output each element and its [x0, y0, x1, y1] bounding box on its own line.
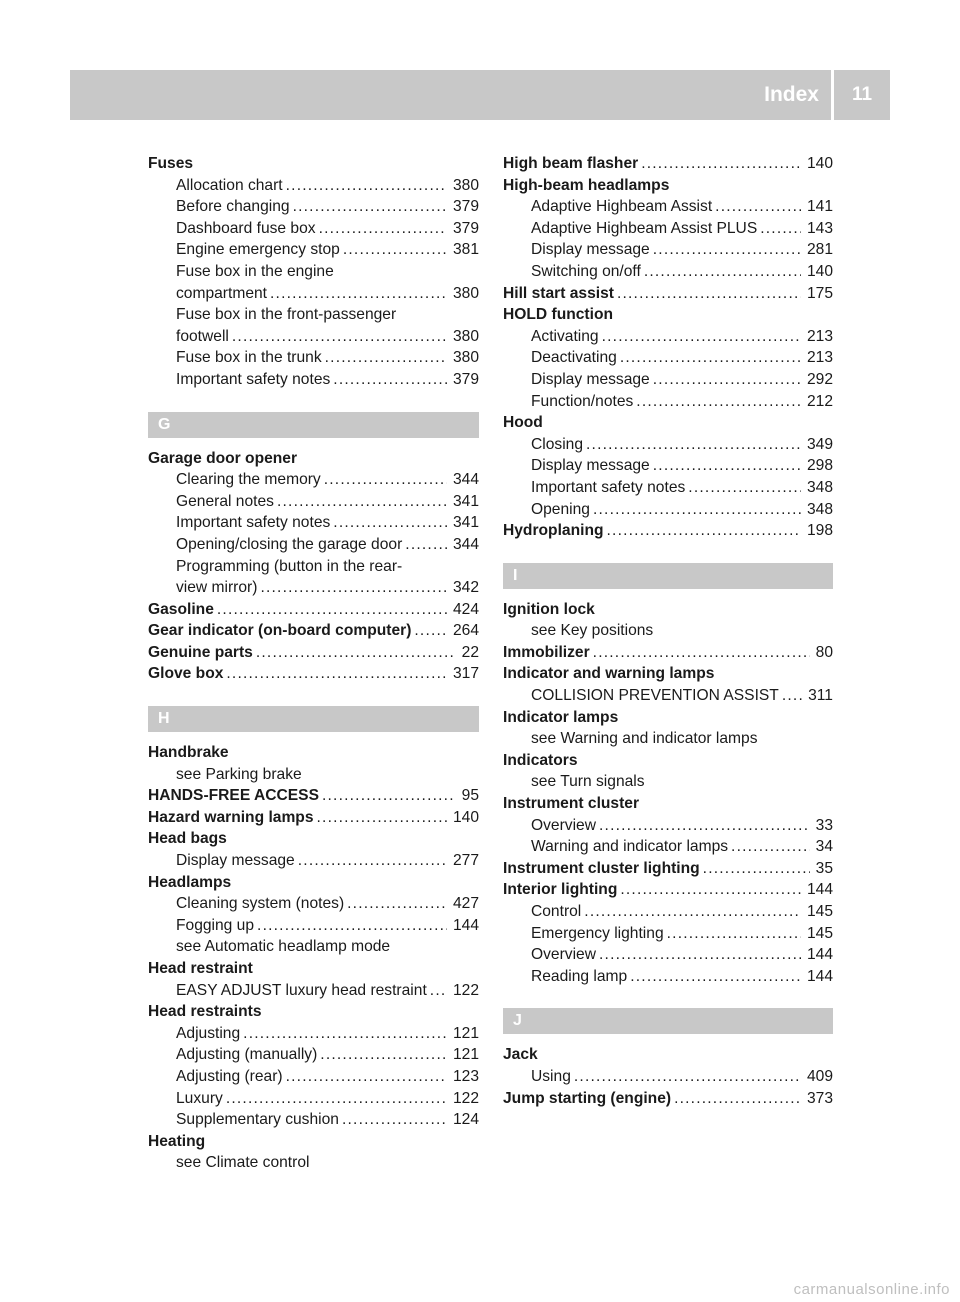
index-entry-handbrake: Handbrake [148, 744, 229, 762]
index-entry-garage-door-opener: Garage door opener [148, 449, 298, 467]
index-see-reference: see Turn signals [531, 773, 645, 791]
index-subentry: Important safety notes ..... 379 [148, 369, 479, 391]
index-see-reference: see Warning and indicator lamps [531, 730, 758, 748]
page-ref: 344 [452, 471, 479, 489]
index-subentry: Display message ..... 281 [503, 239, 833, 261]
section-title: Index [764, 83, 819, 106]
page-ref: 123 [452, 1067, 479, 1085]
index-subentry: Warning and indicator lamps ..... 34 [503, 836, 833, 858]
index-subentry: Fogging up ..... 144 [148, 915, 479, 937]
index-subentry: Fuse box in the trunk ..... 380 [148, 347, 479, 369]
index-subentry: Luxury ..... 122 [148, 1088, 479, 1110]
page-ref: 380 [452, 349, 479, 367]
index-subentry: Overview ..... 144 [503, 944, 833, 966]
index-entry-interior-lighting: Interior lighting ..... 144 [503, 879, 833, 901]
index-subentry: Opening/closing the garage door ..... 344 [148, 534, 479, 556]
page-ref: 427 [452, 895, 479, 913]
index-subentry: Activating ..... 213 [503, 326, 833, 348]
index-entry-heating: Heating [148, 1132, 206, 1150]
index-subentry: Display message ..... 292 [503, 369, 833, 391]
index-entry-headlamps: Headlamps [148, 873, 232, 891]
index-entry-hands-free-access: HANDS-FREE ACCESS ..... 95 [148, 785, 479, 807]
index-entry-genuine-parts: Genuine parts ..... 22 [148, 642, 479, 664]
page-ref: 213 [806, 327, 833, 345]
index-entry-instrument-cluster-lighting: Instrument cluster lighting ..... 35 [503, 858, 833, 880]
index-subentry-line: Fuse box in the engine [176, 262, 334, 280]
index-subentry: Adaptive Highbeam Assist PLUS ..... 143 [503, 218, 833, 240]
index-entry-gear-indicator: Gear indicator (on-board computer) ..... 264 [148, 620, 479, 642]
index-subentry: Supplementary cushion ..... 124 [148, 1109, 479, 1131]
index-entry-ignition-lock: Ignition lock [503, 600, 595, 618]
index-subentry: Dashboard fuse box ..... 379 [148, 218, 479, 240]
index-entry-head-restraint: Head restraint [148, 960, 253, 977]
page-ref: 213 [806, 349, 833, 367]
page-ref: 424 [452, 600, 479, 618]
page-ref: 212 [806, 392, 833, 410]
index-entry-indicators: Indicators [503, 751, 578, 769]
page-ref: 80 [815, 643, 833, 661]
letter-heading-h: H [148, 706, 479, 732]
page-ref: 121 [452, 1046, 479, 1064]
page-header [70, 70, 890, 120]
page-ref: 341 [452, 492, 479, 510]
page-ref: 175 [806, 284, 833, 302]
index-entry-glove-box: Glove box ..... 317 [148, 663, 479, 685]
page-ref: 33 [815, 816, 833, 834]
page-ref: 349 [806, 435, 833, 453]
page-ref: 144 [806, 946, 833, 964]
index-column-right [503, 153, 833, 1109]
page-ref: 373 [806, 1089, 833, 1107]
page-ref: 144 [806, 881, 833, 899]
index-entry-instrument-cluster: Instrument cluster [503, 795, 640, 813]
watermark: carmanualsonline.info [793, 1281, 950, 1298]
index-entry-hazard-warning-lamps: Hazard warning lamps ..... 140 [148, 807, 479, 829]
page-ref: 140 [806, 155, 833, 172]
page-ref: 141 [806, 198, 833, 216]
index-subentry: Adjusting (manually) ..... 121 [148, 1044, 479, 1066]
page-ref: 317 [452, 665, 479, 683]
page-ref: 379 [452, 219, 479, 237]
index-subentry: view mirror) ..... 342 [148, 577, 479, 599]
index-entry-head-bags: Head bags [148, 830, 227, 848]
index-subentry: Display message ..... 277 [148, 850, 479, 872]
index-entry-hydroplaning: Hydroplaning ..... 198 [503, 520, 833, 542]
index-subentry: Reading lamp ..... 144 [503, 966, 833, 988]
page-ref: 298 [806, 457, 833, 475]
page-ref: 122 [452, 981, 479, 999]
index-subentry: Switching on/off ..... 140 [503, 261, 833, 283]
page-ref: 145 [806, 924, 833, 942]
page-ref: 95 [461, 787, 479, 805]
page-ref: 348 [806, 500, 833, 518]
index-subentry: Deactivating ..... 213 [503, 347, 833, 369]
page-ref: 124 [452, 1111, 479, 1129]
page-ref: 380 [452, 284, 479, 302]
index-subentry: Clearing the memory ..... 344 [148, 469, 479, 491]
page-ref: 379 [452, 370, 479, 388]
page-ref: 342 [452, 579, 479, 597]
index-entry-hill-start-assist: Hill start assist ..... 175 [503, 283, 833, 305]
page-ref: 198 [806, 522, 833, 540]
index-see-reference: see Key positions [531, 622, 654, 640]
index-subentry: Adjusting ..... 121 [148, 1023, 479, 1045]
index-subentry: Opening ..... 348 [503, 499, 833, 521]
page-ref: 380 [452, 176, 479, 194]
index-subentry: Overview ..... 33 [503, 815, 833, 837]
page-ref: 379 [452, 198, 479, 216]
index-entry-indicator-lamps: Indicator lamps [503, 708, 619, 726]
page-ref: 145 [806, 903, 833, 920]
page-ref: 348 [806, 478, 833, 496]
page-ref: 122 [452, 1089, 479, 1107]
index-subentry: compartment ..... 380 [148, 283, 479, 305]
page-ref: 277 [452, 852, 479, 870]
index-entry-high-beam-flasher: High beam flasher ..... 140 [503, 153, 833, 175]
page-ref: 35 [815, 859, 833, 877]
index-subentry-line: Programming (button in the rear- [176, 557, 403, 575]
index-subentry-line: Fuse box in the front-passenger [176, 306, 397, 324]
page-ref: 409 [806, 1067, 833, 1085]
index-subentry: Cleaning system (notes) ..... 427 [148, 893, 479, 915]
index-entry-high-beam-headlamps: High-beam headlamps [503, 176, 670, 194]
index-see-reference: see Automatic headlamp mode [176, 938, 391, 956]
page-ref: 344 [452, 535, 479, 553]
page-ref: 144 [806, 967, 833, 985]
page-ref: 121 [452, 1024, 479, 1042]
index-subentry: Closing ..... 349 [503, 434, 833, 456]
index-entry-indicator-and-warning-lamps: Indicator and warning lamps [503, 665, 715, 683]
index-subentry: COLLISION PREVENTION ASSIST ..... 311 [503, 685, 833, 707]
index-subentry: Adjusting (rear) ..... 123 [148, 1066, 479, 1088]
page-ref: 281 [806, 241, 833, 259]
index-subentry: Important safety notes ..... 341 [148, 512, 479, 534]
page-ref: 34 [815, 838, 833, 856]
letter-heading-i: I [503, 563, 833, 589]
index-subentry: Adaptive Highbeam Assist ..... 141 [503, 196, 833, 218]
index-subentry: Control ..... 145 [503, 901, 833, 923]
index-entry-hood: Hood [503, 414, 543, 432]
page-ref: 22 [461, 643, 479, 661]
index-subentry: Allocation chart ..... 380 [148, 175, 479, 197]
index-entry-hold-function: HOLD function [503, 306, 614, 324]
page-ref: 292 [806, 370, 833, 388]
page-ref: 143 [806, 219, 833, 237]
index-see-reference: see Climate control [176, 1154, 310, 1172]
index-subentry: General notes ..... 341 [148, 491, 479, 513]
index-entry-head-restraints: Head restraints [148, 1003, 262, 1021]
page-ref: 140 [452, 808, 479, 826]
page-ref: 380 [452, 327, 479, 345]
index-subentry: Using ..... 409 [503, 1066, 833, 1088]
index-subentry: Important safety notes ..... 348 [503, 477, 833, 499]
index-subentry: footwell ..... 380 [148, 326, 479, 348]
index-see-reference: see Parking brake [176, 765, 302, 783]
page-number: 11 [831, 70, 890, 120]
index-column-left [148, 153, 479, 1174]
page-ref: 264 [452, 622, 479, 640]
page-ref: 311 [808, 687, 833, 705]
index-subentry: Function/notes ..... 212 [503, 391, 833, 413]
letter-heading-g: G [148, 412, 479, 438]
letter-heading-j: J [503, 1008, 833, 1034]
index-subentry: Emergency lighting ..... 145 [503, 923, 833, 945]
index-entry-immobilizer: Immobilizer ..... 80 [503, 642, 833, 664]
index-subentry: Before changing ..... 379 [148, 196, 479, 218]
index-entry-fuses: Fuses [148, 155, 194, 172]
index-entry-jump-starting: Jump starting (engine) ..... 373 [503, 1088, 833, 1110]
page-ref: 381 [452, 241, 479, 259]
index-subentry: Display message ..... 298 [503, 455, 833, 477]
page-ref: 341 [452, 514, 479, 532]
index-entry-jack: Jack [503, 1046, 538, 1064]
page-ref: 144 [452, 916, 479, 934]
index-subentry: EASY ADJUST luxury head restraint ..... 122 [148, 980, 479, 1002]
index-entry-gasoline: Gasoline ..... 424 [148, 599, 479, 621]
page-ref: 140 [806, 262, 833, 280]
index-subentry: Engine emergency stop ..... 381 [148, 239, 479, 261]
